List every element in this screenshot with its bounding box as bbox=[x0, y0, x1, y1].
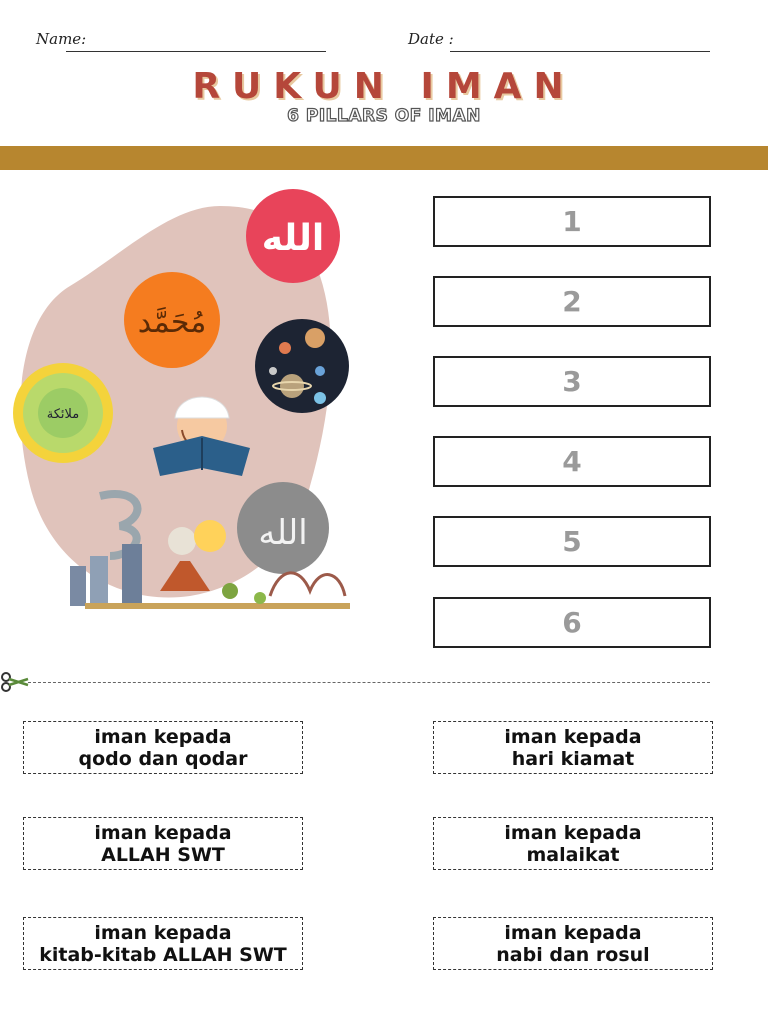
card-line1: iman kepada bbox=[94, 821, 232, 844]
card-nabi-dan-rosul[interactable] bbox=[433, 917, 713, 970]
illustration bbox=[10, 186, 360, 626]
allah-calligraphy: الله bbox=[261, 218, 325, 259]
answer-box-5[interactable]: 5 bbox=[433, 516, 711, 567]
card-line1: iman kepada bbox=[94, 725, 232, 748]
date-line[interactable] bbox=[450, 51, 710, 52]
card-line2: kitab-kitab ALLAH SWT bbox=[39, 943, 287, 966]
card-line1: iman kepada bbox=[504, 921, 642, 944]
name-label: Name: bbox=[36, 30, 87, 48]
malaikat-calligraphy: ملائكة bbox=[46, 407, 80, 422]
scissors-icon bbox=[0, 670, 30, 694]
answer-box-3[interactable]: 3 bbox=[433, 356, 711, 407]
page-subtitle: 6 PILLARS OF IMAN bbox=[287, 106, 481, 126]
name-line[interactable] bbox=[66, 51, 326, 52]
card-line2: hari kiamat bbox=[511, 747, 635, 770]
date-label: Date : bbox=[408, 30, 454, 48]
card-kitab-kitab[interactable] bbox=[23, 917, 303, 970]
card-qodo-dan-qodar[interactable] bbox=[23, 721, 303, 774]
answer-box-2[interactable]: 2 bbox=[433, 276, 711, 327]
page-title: RUKUN IMAN bbox=[192, 66, 576, 107]
allah-grey-calligraphy: الله bbox=[258, 513, 308, 553]
card-line1: iman kepada bbox=[504, 725, 642, 748]
header-band bbox=[0, 146, 768, 170]
muhammad-calligraphy: مُحَمَّد bbox=[137, 305, 207, 340]
card-line2: malaikat bbox=[526, 843, 620, 866]
card-allah-swt[interactable] bbox=[23, 817, 303, 870]
card-hari-kiamat[interactable] bbox=[433, 721, 713, 774]
card-line2: ALLAH SWT bbox=[101, 843, 225, 866]
card-malaikat[interactable] bbox=[433, 817, 713, 870]
card-line1: iman kepada bbox=[504, 821, 642, 844]
card-line2: qodo dan qodar bbox=[78, 747, 248, 770]
space-planets-icon bbox=[255, 319, 349, 413]
cut-line bbox=[28, 682, 710, 683]
answer-box-4[interactable]: 4 bbox=[433, 436, 711, 487]
card-line2: nabi dan rosul bbox=[496, 943, 650, 966]
answer-box-1[interactable]: 1 bbox=[433, 196, 711, 247]
answer-box-6[interactable]: 6 bbox=[433, 597, 711, 648]
card-line1: iman kepada bbox=[94, 921, 232, 944]
